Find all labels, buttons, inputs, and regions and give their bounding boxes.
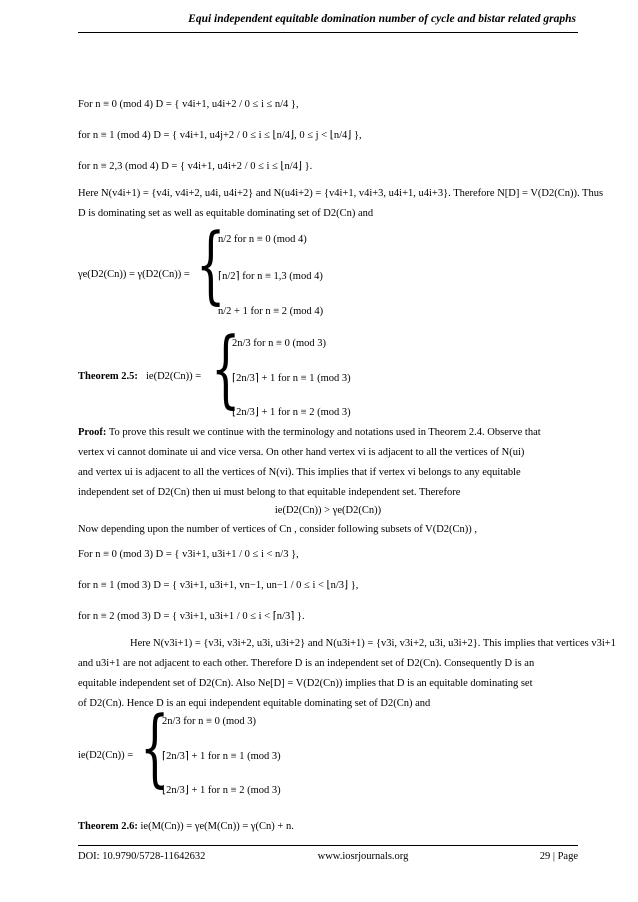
theorem-2-5-case-2: ⌈2n/3⌉ + 1 for n ≡ 1 (mod 3) (232, 373, 351, 384)
set-def-mod4-1: for n ≡ 1 (mod 4) D = { v4i+1, u4j+2 / 0 ≤ i ≤ ⌊n/4⌋, 0 ≤ j < ⌊n/4⌋ }, (78, 130, 362, 141)
dominating-text: D is dominating set as well as equitable dominating set of D2(Cn) and (78, 208, 374, 219)
gamma-case-2: ⌈n/2⌉ for n ≡ 1,3 (mod 4) (218, 271, 323, 282)
theorem-2-5-label: Theorem 2.5: (78, 371, 138, 382)
ie-case-1: 2n/3 for n ≡ 0 (mod 3) (162, 716, 256, 727)
proof-line-12: equitable independent set of D2(Cn). Also Ne[D] = V(D2(Cn)) implies that D is an equitable dominating set (78, 678, 533, 689)
set-def-mod3-1: for n ≡ 1 (mod 3) D = { v3i+1, u3i+1, vn−1, un−1 / 0 ≤ i < ⌊n/3⌋ }, (78, 580, 359, 591)
gamma-lhs: γe(D2(Cn)) = γ(D2(Cn)) = (78, 269, 190, 280)
set-def-mod3-2: for n ≡ 2 (mod 3) D = { v3i+1, u3i+1 / 0 ≤ i < ⌈n/3⌉ }. (78, 611, 305, 622)
ie-case-2: ⌈2n/3⌉ + 1 for n ≡ 1 (mod 3) (162, 751, 281, 762)
neighbourhood-text: Here N(v4i+1) = {v4i, v4i+2, u4i, u4i+2} and N(u4i+2) = {v4i+1, v4i+3, u4i+1, u4i+3}. Therefore N[D] = V(D2(Cn)). Thus (78, 188, 604, 199)
set-def-mod4-0: For n ≡ 0 (mod 4) D = { v4i+1, u4i+2 / 0 ≤ i ≤ n/4 }, (78, 99, 299, 110)
proof-inequality: ie(D2(Cn)) > γe(D2(Cn)) (274, 505, 382, 516)
footer-doi: DOI: 10.9790/5728-11642632 (78, 851, 206, 862)
proof-label: Proof: (78, 427, 107, 438)
proof-line-1 (78, 426, 578, 439)
proof-line-13: of D2(Cn). Hence D is an equi independent equitable dominating set of D2(Cn) and (78, 698, 431, 709)
proof-line-3: and vertex ui is adjacent to all the vertices of N(vi). This implies that if vertex vi belongs to any equitable (78, 467, 521, 478)
proof-line-2: vertex vi cannot dominate ui and vice versa. On other hand vertex vi is adjacent to all the vertices of N(ui) (78, 447, 525, 458)
theorem-2-5-lhs: ie(D2(Cn)) = (146, 371, 202, 382)
header-rule (78, 32, 578, 33)
set-def-mod3-0: For n ≡ 0 (mod 3) D = { v3i+1, u3i+1 / 0 ≤ i < n/3 }, (78, 549, 299, 560)
theorem-2-6-body: ie(M(Cn)) = γe(M(Cn)) = γ(Cn) + n. (137, 821, 294, 832)
set-def-mod4-23: for n ≡ 2,3 (mod 4) D = { v4i+1, u4i+2 / 0 ≤ i ≤ ⌊n/4⌋ }. (78, 161, 313, 172)
theorem-2-5-case-1: 2n/3 for n ≡ 0 (mod 3) (232, 338, 326, 349)
proof-line-11: and u3i+1 are not adjacent to each other. Therefore D is an independent set of D2(Cn). Consequently D is an (78, 658, 535, 669)
proof-line-10: Here N(v3i+1) = {v3i, v3i+2, u3i, u3i+2} and N(u3i+1) = {v3i, v3i+2, u3i, u3i+2}. This implies that vertices v3i+1 (130, 638, 616, 649)
footer-page-number: 29 | Page (539, 851, 578, 862)
footer-rule (78, 845, 578, 846)
ie-lhs: ie(D2(Cn)) = (78, 750, 134, 761)
theorem-2-5-case-3: ⌊2n/3⌋ + 1 for n ≡ 2 (mod 3) (232, 407, 351, 418)
running-header: Equi independent equitable domination number of cycle and bistar related graphs (188, 13, 576, 25)
footer (78, 851, 578, 865)
theorem-2-6 (78, 820, 578, 833)
gamma-case-1: n/2 for n ≡ 0 (mod 4) (218, 234, 307, 245)
proof-line-4: independent set of D2(Cn) then ui must belong to that equitable independent set. Therefore (78, 487, 461, 498)
ie-brace: { (140, 698, 170, 796)
theorem-2-5-brace: { (211, 319, 241, 417)
ie-case-3: ⌊2n/3⌋ + 1 for n ≡ 2 (mod 3) (162, 785, 281, 796)
gamma-brace: { (196, 215, 226, 313)
gamma-case-3: n/2 + 1 for n ≡ 2 (mod 4) (218, 306, 324, 317)
proof-line-1-text: To prove this result we continue with the terminology and notations used in Theorem 2.4. Observe that (106, 427, 541, 438)
theorem-2-6-label: Theorem 2.6: (78, 821, 138, 832)
footer-site[interactable]: www.iosrjournals.org (317, 851, 409, 862)
proof-line-6: Now depending upon the number of vertices of Cn , consider following subsets of V(D2(Cn)) , (78, 524, 478, 535)
